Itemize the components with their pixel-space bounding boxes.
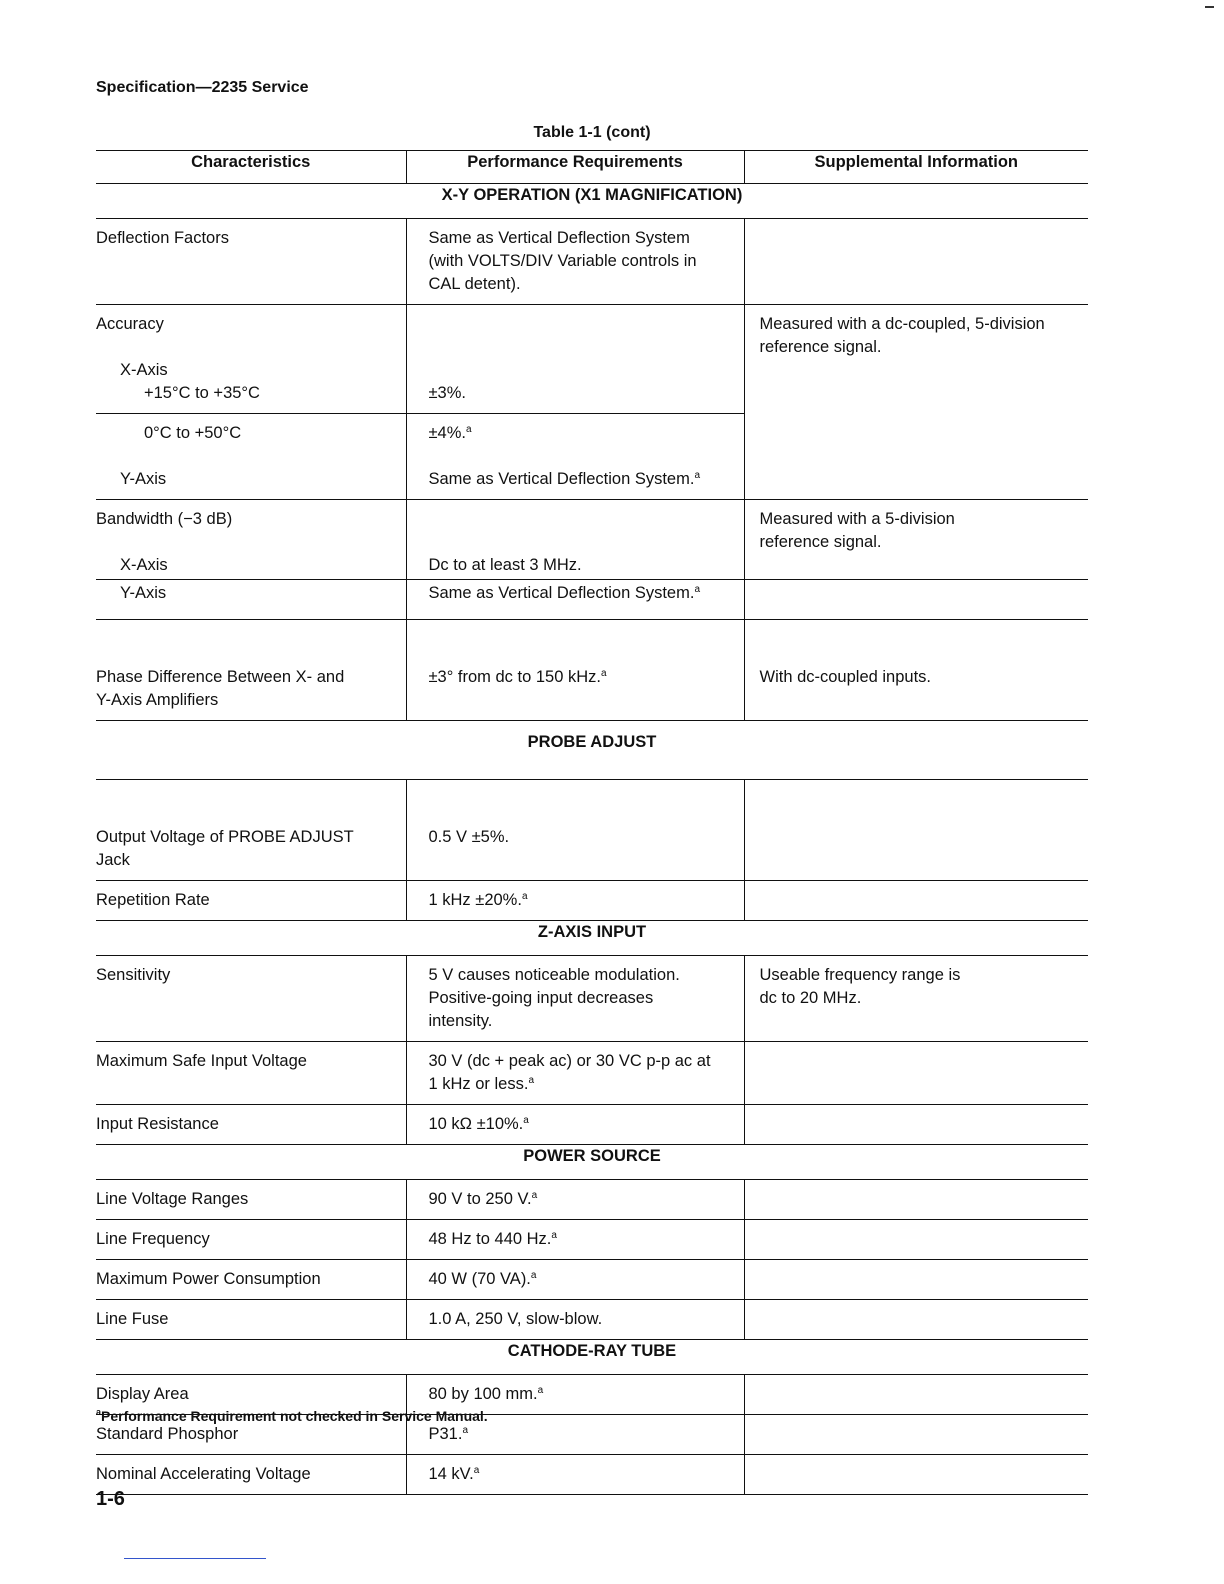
footnote-marker: a (537, 1385, 544, 1396)
table-row (96, 956, 1088, 1042)
table-row (96, 1300, 1088, 1340)
supp-cell (744, 1220, 1088, 1260)
char-cell: Input Resistance (96, 1105, 406, 1145)
char-cell: Standard Phosphor (96, 1415, 406, 1455)
section-title-probe: PROBE ADJUST (96, 721, 1088, 780)
section-row (96, 921, 1088, 956)
perf-cell: 40 W (70 VA).$^a$ (406, 1260, 744, 1300)
specification-table (96, 150, 1088, 1495)
char-cell: Bandwidth (−3 dB) X-Axis (96, 500, 406, 580)
footnote-marker: a (600, 668, 607, 679)
perf-cell: 10 kΩ ±10%.$^a$ (406, 1105, 744, 1145)
section-row (96, 1145, 1088, 1180)
footnote-marker: a (551, 1230, 557, 1241)
table-row (96, 1180, 1088, 1220)
table-row (96, 1105, 1088, 1145)
footnote-marker: a (531, 1190, 538, 1201)
char-cell: Line Frequency (96, 1220, 406, 1260)
table-row (96, 620, 1088, 721)
supp-cell (744, 1415, 1088, 1455)
supp-cell (744, 219, 1088, 305)
char-cell: Y-Axis (96, 580, 406, 620)
perf-cell: 5 V causes noticeable modulation. Positive-going input decreases intensity. (406, 956, 744, 1042)
section-title-power: POWER SOURCE (96, 1145, 1088, 1180)
table-row (96, 1220, 1088, 1260)
perf-cell: Dc to at least 3 MHz. (406, 500, 744, 580)
char-cell: 0°C to +50°C Y-Axis (96, 414, 406, 500)
section-row (96, 184, 1088, 219)
footnote-marker: a (694, 584, 701, 595)
supp-cell (744, 580, 1088, 620)
supp-cell: Measured with a 5-division reference signal. (744, 500, 1088, 580)
footnote-marker: a (96, 1407, 102, 1417)
blue-underline (124, 1558, 266, 1559)
section-row (96, 721, 1088, 780)
char-cell: Repetition Rate (96, 881, 406, 921)
footnote-marker: a (528, 1075, 535, 1086)
perf-cell: 48 Hz to 440 Hz.$^a$ (406, 1220, 744, 1260)
perf-cell: Same as Vertical Deflection System (with VOLTS/DIV Variable controls in CAL detent). (406, 219, 744, 305)
table-row (96, 780, 1088, 881)
char-cell: Phase Difference Between X- and Y-Axis Amplifiers (96, 620, 406, 721)
footnote: $^a$Performance Requirement not checked in Service Manual. (96, 1407, 488, 1424)
table-row (96, 305, 1088, 414)
supp-cell (744, 1180, 1088, 1220)
footnote-marker: a (694, 470, 701, 481)
perf-cell: 90 V to 250 V.$^a$ (406, 1180, 744, 1220)
char-cell: Accuracy X-Axis +15°C to +35°C (96, 305, 406, 414)
table-row (96, 580, 1088, 620)
supp-cell: Useable frequency range is dc to 20 MHz. (744, 956, 1088, 1042)
table-row (96, 1260, 1088, 1300)
table-row (96, 219, 1088, 305)
table-row (96, 881, 1088, 921)
footnote-marker: a (462, 1425, 469, 1436)
perf-cell: 80 by 100 mm.$^a$ (406, 1375, 744, 1415)
char-cell: Maximum Safe Input Voltage (96, 1042, 406, 1105)
char-cell: Deflection Factors (96, 219, 406, 305)
section-row (96, 1340, 1088, 1375)
supp-cell (744, 780, 1088, 881)
char-cell: Nominal Accelerating Voltage (96, 1455, 406, 1495)
table-row (96, 500, 1088, 580)
supp-cell (744, 1375, 1088, 1415)
char-cell: Output Voltage of PROBE ADJUST Jack (96, 780, 406, 881)
perf-cell: 1 kHz ±20%.$^a$ (406, 881, 744, 921)
footnote-marker: a (523, 1115, 529, 1126)
table-row (96, 1455, 1088, 1495)
footnote-marker: a (521, 891, 528, 902)
footnote-marker: a (473, 1465, 480, 1476)
supp-cell (744, 881, 1088, 921)
perf-cell: 14 kV.$^a$ (406, 1455, 744, 1495)
supp-cell (744, 1260, 1088, 1300)
column-header-characteristics: Characteristics (96, 151, 406, 184)
char-cell: Line Fuse (96, 1300, 406, 1340)
supp-cell (744, 1300, 1088, 1340)
section-title-crt: CATHODE-RAY TUBE (96, 1340, 1088, 1375)
section-title-xy: X-Y OPERATION (X1 MAGNIFICATION) (96, 184, 1088, 219)
table-header-row (96, 151, 1088, 184)
perf-cell: 1.0 A, 250 V, slow-blow. (406, 1300, 744, 1340)
char-cell: Line Voltage Ranges (96, 1180, 406, 1220)
perf-cell: ±4%.$^a$ Same as Vertical Deflection System.$^a$ (406, 414, 744, 500)
char-cell: Display Area (96, 1375, 406, 1415)
char-cell: Maximum Power Consumption (96, 1260, 406, 1300)
footnote-marker: a (530, 1270, 537, 1281)
table-row (96, 1042, 1088, 1105)
perf-cell: 0.5 V ±5%. (406, 780, 744, 881)
supp-cell: Measured with a dc-coupled, 5-division reference signal. (744, 305, 1088, 500)
footnote-marker: a (466, 424, 472, 435)
section-title-zaxis: Z-AXIS INPUT (96, 921, 1088, 956)
perf-cell: 30 V (dc + peak ac) or 30 VC p-p ac at 1 kHz or less.$^a$ (406, 1042, 744, 1105)
table-title: Table 1-1 (cont) (533, 124, 651, 141)
column-header-performance: Performance Requirements (406, 151, 744, 184)
supp-cell (744, 1455, 1088, 1495)
perf-cell: ±3%. (406, 305, 744, 414)
page-number: 1-6 (96, 1488, 125, 1510)
column-header-supplemental: Supplemental Information (744, 151, 1088, 184)
corner-dash (1205, 6, 1214, 8)
supp-cell (744, 1042, 1088, 1105)
supp-cell (744, 1105, 1088, 1145)
perf-cell: P31.$^a$ (406, 1415, 744, 1455)
perf-cell: ±3° from dc to 150 kHz.$^a$ (406, 620, 744, 721)
perf-cell: Same as Vertical Deflection System.$^a$ (406, 580, 744, 620)
page-header: Specification—2235 Service (96, 79, 309, 96)
supp-cell: With dc-coupled inputs. (744, 620, 1088, 721)
char-cell: Sensitivity (96, 956, 406, 1042)
